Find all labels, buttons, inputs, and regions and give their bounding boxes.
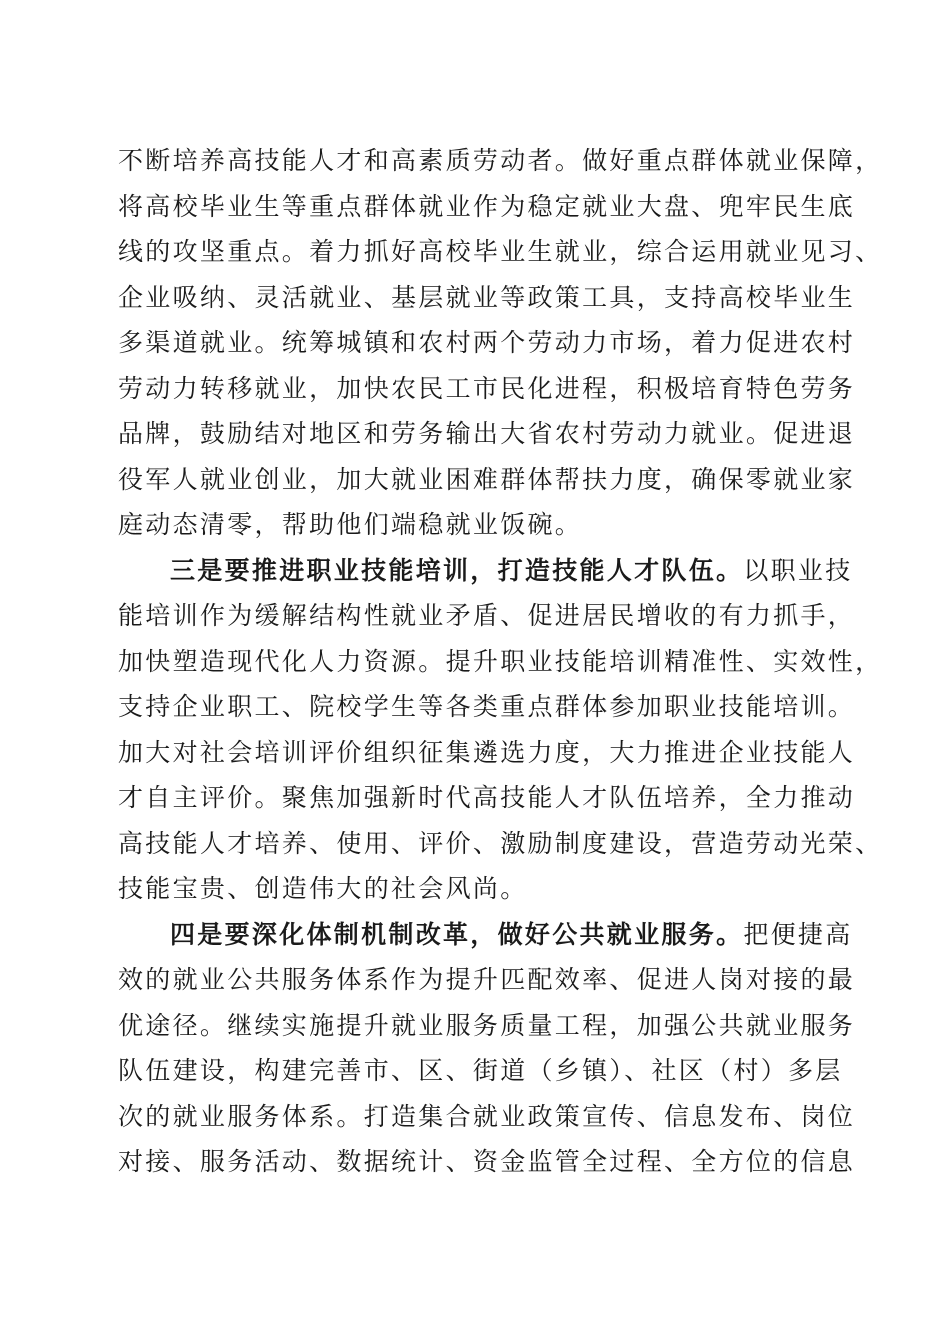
paragraph-four bbox=[118, 912, 856, 1185]
text-line: 才自主评价。聚焦加强新时代高技能人才队伍培养，全力推动 bbox=[118, 783, 856, 812]
paragraph-continuation bbox=[118, 138, 883, 548]
text-line: 品牌，鼓励结对地区和劳务输出大省农村劳动力就业。促进退 bbox=[118, 419, 856, 448]
text-line: 役军人就业创业，加大就业困难群体帮扶力度，确保零就业家 bbox=[118, 464, 856, 494]
text-line: 企业吸纳、灵活就业、基层就业等政策工具，支持高校毕业生 bbox=[118, 282, 856, 312]
text-line: 优途径。继续实施提升就业服务质量工程，加强公共就业服务 bbox=[118, 1010, 856, 1040]
paragraph-first-line bbox=[118, 912, 853, 958]
text-line: 队伍建设，构建完善市、区、街道（乡镇）、社区（村）多层 bbox=[118, 1056, 843, 1085]
text-line: 效的就业公共服务体系作为提升匹配效率、促进人岗对接的最 bbox=[118, 965, 856, 994]
paragraph-lead-heading: 三是要推进职业技能培训，打造技能人才队伍。 bbox=[170, 555, 744, 585]
text-line: 能培训作为缓解结构性就业矛盾、促进居民增收的有力抓手， bbox=[118, 601, 856, 630]
text-line: 将高校毕业生等重点群体就业作为稳定就业大盘、兜牢民生底 bbox=[118, 191, 856, 221]
paragraph-first-line bbox=[118, 548, 853, 594]
text-line: 庭动态清零，帮助他们端稳就业饭碗。 bbox=[118, 510, 583, 539]
paragraph-three bbox=[118, 548, 883, 912]
text-line: 线的攻坚重点。着力抓好高校毕业生就业，综合运用就业见习、 bbox=[118, 237, 883, 266]
paragraph-lead-heading: 四是要深化体制机制改革，做好公共就业服务。 bbox=[170, 919, 744, 949]
text-line: 技能宝贵、创造伟大的社会风尚。 bbox=[118, 874, 528, 903]
text-line: 高技能人才培养、使用、评价、激励制度建设，营造劳动光荣、 bbox=[118, 828, 883, 858]
text-line: 劳动力转移就业，加快农民工市民化进程，积极培育特色劳务 bbox=[118, 373, 856, 403]
text-line: 加大对社会培训评价组织征集遴选力度，大力推进企业技能人 bbox=[118, 737, 856, 767]
document-page bbox=[118, 138, 883, 1185]
text-line: 对接、服务活动、数据统计、资金监管全过程、全方位的信息 bbox=[118, 1147, 856, 1176]
paragraph-first-line-rest: 以职业技 bbox=[743, 555, 853, 585]
text-line: 不断培养高技能人才和高素质劳动者。做好重点群体就业保障， bbox=[118, 146, 883, 175]
paragraph-first-line-rest: 把便捷高 bbox=[743, 919, 853, 949]
text-line: 次的就业服务体系。打造集合就业政策宣传、信息发布、岗位 bbox=[118, 1101, 856, 1131]
text-line: 支持企业职工、院校学生等各类重点群体参加职业技能培训。 bbox=[118, 692, 856, 721]
text-line: 多渠道就业。统筹城镇和农村两个劳动力市场，着力促进农村 bbox=[118, 328, 856, 357]
text-line: 加快塑造现代化人力资源。提升职业技能培训精准性、实效性， bbox=[118, 646, 883, 676]
